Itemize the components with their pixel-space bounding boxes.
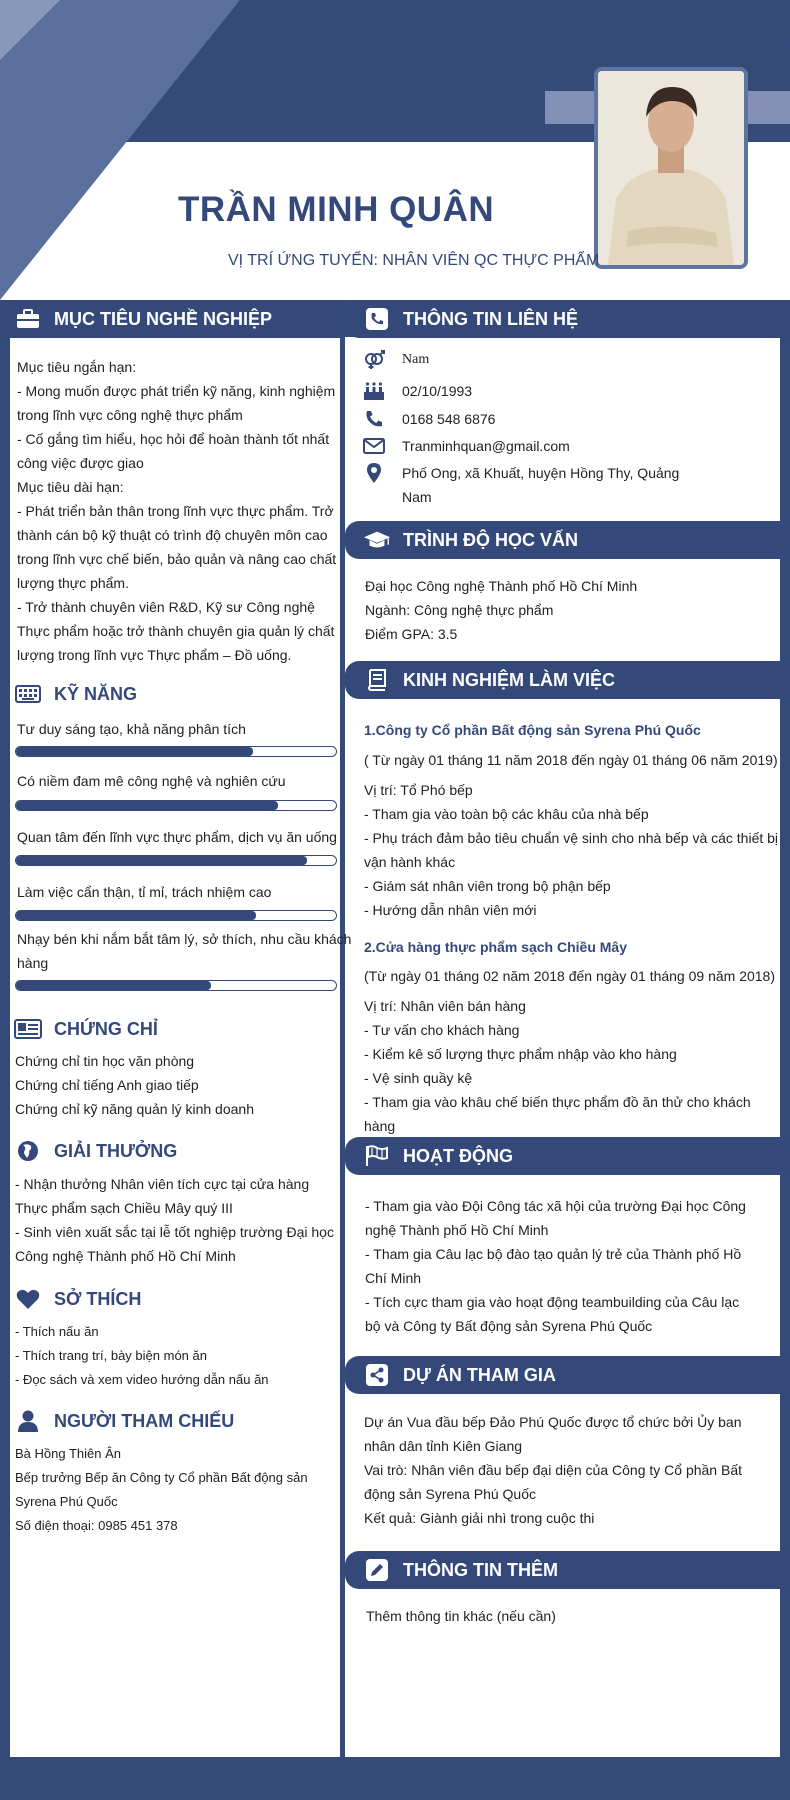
objective-title: MỤC TIÊU NGHỀ NGHIỆP: [54, 308, 273, 329]
extra-info-header: [345, 1551, 790, 1589]
contact-phone-row: [362, 407, 495, 431]
hobby-item: - Đọc sách và xem video hướng dẫn nấu ăn: [15, 1372, 269, 1387]
skill-bar-fill: [16, 747, 253, 756]
job-details: [364, 778, 784, 922]
gender-icon: [362, 348, 386, 372]
skill-label: Quan tâm đến lĩnh vực thực phẩm, dịch vụ ăn uống: [17, 829, 337, 845]
certificates-header: [14, 1016, 158, 1042]
education-line: Đại học Công nghệ Thành phố Hồ Chí Minh: [365, 578, 638, 594]
objective-line: - Trở thành chuyên viên R&D, Kỹ sư Công nghệ Thực phẩm hoặc trở thành chuyên gia quản lý chất lượng trong lĩnh vực Thực phẩm – Đồ uống.: [17, 599, 335, 663]
flag-icon: [363, 1142, 391, 1170]
envelope-icon: [362, 434, 386, 458]
skill-bar: [15, 855, 337, 866]
education-title: TRÌNH ĐỘ HỌC VẤN: [403, 529, 578, 550]
skill-label: Tư duy sáng tạo, khả năng phân tích: [17, 721, 246, 737]
projects-title: DỰ ÁN THAM GIA: [403, 1364, 556, 1385]
skill-bar-fill: [16, 801, 278, 810]
objective-line: - Phát triển bản thân trong lĩnh vực thực phẩm. Trở thành cán bộ kỹ thuật có trình độ chuyên môn cao trong lĩnh vực chế biến, bảo quản và nâng cao chất lượng thực phẩm.: [17, 503, 337, 591]
skill-label: Làm việc cẩn thận, tỉ mỉ, trách nhiệm cao: [17, 884, 272, 900]
activity-item: - Tham gia vào Đội Công tác xã hội của trường Đại học Công nghệ Thành phố Hồ Chí Minh: [365, 1198, 746, 1238]
edit-icon: [363, 1556, 391, 1584]
skill-bar: [15, 800, 337, 811]
education-header: [345, 521, 790, 559]
objective-line: Mục tiêu dài hạn:: [17, 479, 124, 495]
skill-bar: [15, 910, 337, 921]
reference-line: Bếp trưởng Bếp ăn Công ty Cổ phần Bất động sản Syrena Phú Quốc: [15, 1470, 308, 1509]
job-line: - Phụ trách đảm bảo tiêu chuẩn vệ sinh cho nhà bếp và các thiết bị vận hành khác: [364, 830, 779, 870]
briefcase-icon: [14, 305, 42, 333]
location-pin-icon: [362, 461, 386, 485]
hobby-item: - Thích trang trí, bày biện món ăn: [15, 1348, 207, 1363]
objective-header: [0, 300, 340, 338]
phone-icon: [362, 407, 386, 431]
activities-header: [345, 1137, 790, 1175]
award-item: - Nhận thưởng Nhân viên tích cực tại cửa hàng Thực phẩm sạch Chiều Mây quý III: [15, 1176, 310, 1216]
certificate-item: Chứng chỉ kỹ năng quản lý kinh doanh: [15, 1101, 254, 1117]
job-line: Vị trí: Tổ Phó bếp: [364, 782, 473, 798]
education-line: Điểm GPA: 3.5: [365, 626, 458, 642]
awards-title: GIẢI THƯỞNG: [54, 1140, 178, 1161]
job-details: [364, 994, 784, 1138]
birthday-cake-icon: [362, 379, 386, 403]
skill-bar-fill: [16, 911, 256, 920]
contact-gender: Nam: [402, 352, 430, 367]
contact-title: THÔNG TIN LIÊN HỆ: [403, 308, 578, 329]
job-company: 2.Cửa hàng thực phẩm sạch Chiều Mây: [364, 939, 627, 955]
activities-title: HOẠT ĐỘNG: [403, 1145, 513, 1166]
book-icon: [363, 666, 391, 694]
objective-line: - Mong muốn được phát triển kỹ năng, kinh nghiệm trong lĩnh vực công nghệ thực phẩm: [17, 383, 336, 423]
award-item: - Sinh viên xuất sắc tại lễ tốt nghiệp trường Đại học Công nghệ Thành phố Hồ Chí Minh: [15, 1224, 334, 1264]
heart-icon: [14, 1286, 42, 1312]
experience-header: [345, 661, 790, 699]
projects-details: [364, 1410, 754, 1530]
job-period: ( Từ ngày 01 tháng 11 năm 2018 đến ngày 01 tháng 06 năm 2019): [364, 752, 778, 768]
job-line: - Tham gia vào toàn bộ các khâu của nhà bếp: [364, 806, 649, 822]
hobbies-list: [15, 1320, 335, 1392]
profile-photo-illustration: [598, 71, 744, 265]
certificates-list: [15, 1049, 335, 1121]
contact-header: [345, 300, 790, 338]
activities-list: [365, 1194, 755, 1338]
candidate-name: TRẦN MINH QUÂN: [178, 190, 495, 229]
awards-list: [15, 1172, 340, 1268]
contact-phone[interactable]: 0168 548 6876: [402, 411, 496, 427]
profile-photo: [594, 67, 748, 269]
share-icon: [363, 1361, 391, 1389]
certificate-item: Chứng chỉ tin học văn phòng: [15, 1053, 195, 1069]
job-line: - Hướng dẫn nhân viên mới: [364, 902, 537, 918]
job-line: - Tư vấn cho khách hàng: [364, 1022, 520, 1038]
education-details: [365, 574, 765, 646]
reference-title: NGƯỜI THAM CHIẾU: [54, 1410, 235, 1431]
contact-email[interactable]: Tranminhquan@gmail.com: [402, 438, 570, 454]
job-company: 1.Công ty Cổ phần Bất động sản Syrena Phú Quốc: [364, 722, 701, 738]
objective-line: - Cố gắng tìm hiểu, học hỏi để hoàn thành tốt nhất công việc được giao: [17, 431, 330, 471]
skill-bar: [15, 746, 337, 757]
reference-line: Bà Hồng Thiên Ân: [15, 1446, 121, 1461]
skill-bar: [15, 980, 337, 991]
graduation-cap-icon: [363, 526, 391, 554]
extra-info-title: THÔNG TIN THÊM: [403, 1559, 558, 1580]
job-period: (Từ ngày 01 tháng 02 năm 2018 đến ngày 01 tháng 09 năm 2018): [364, 968, 776, 984]
contact-gender-row: [362, 348, 429, 372]
skill-bar-fill: [16, 856, 307, 865]
contact-email-row: [362, 434, 570, 458]
job-line: - Kiểm kê số lượng thực phẩm nhập vào kho hàng: [364, 1046, 677, 1062]
keyboard-icon: [14, 681, 42, 707]
awards-header: [14, 1138, 177, 1164]
certificate-icon: [14, 1016, 42, 1042]
activity-item: - Tích cực tham gia vào hoạt động teambuilding của Câu lạc bộ và Công ty Bất động sản Syrena Phú Quốc: [365, 1294, 740, 1334]
skill-label: Có niềm đam mê công nghệ và nghiên cứu: [17, 773, 286, 789]
job-line: - Giám sát nhân viên trong bộ phận bếp: [364, 878, 611, 894]
skills-title: KỸ NĂNG: [54, 683, 138, 704]
skill-label: Nhạy bén khi nắm bắt tâm lý, sở thích, nhu cầu khách hàng: [17, 931, 352, 971]
job-line: - Tham gia vào khâu chế biến thực phẩm đồ ăn thử cho khách hàng: [364, 1094, 751, 1134]
person-icon: [14, 1408, 42, 1434]
globe-icon: [14, 1138, 42, 1164]
skill-bar-fill: [16, 981, 211, 990]
contact-birthday-row: [362, 379, 472, 403]
project-line: Dự án Vua đầu bếp Đảo Phú Quốc được tổ chức bởi Ủy ban nhân dân tỉnh Kiên Giang: [364, 1414, 742, 1454]
extra-info-text: Thêm thông tin khác (nếu cần): [366, 1608, 556, 1624]
certificates-title: CHỨNG CHỈ: [54, 1018, 158, 1039]
project-line: Vai trò: Nhân viên đầu bếp đại diện của Công ty Cổ phần Bất động sản Syrena Phú Quốc: [364, 1462, 742, 1502]
reference-details: [15, 1442, 315, 1538]
project-line: Kết quả: Giành giải nhì trong cuộc thi: [364, 1510, 595, 1526]
certificate-item: Chứng chỉ tiếng Anh giao tiếp: [15, 1077, 199, 1093]
reference-header: [14, 1408, 234, 1434]
contact-address-row: [362, 461, 682, 509]
contact-birthday: 02/10/1993: [402, 383, 473, 399]
contact-address: Phố Ong, xã Khuất, huyện Hồng Thy, Quảng Nam: [402, 465, 680, 505]
hobbies-title: SỞ THÍCH: [54, 1288, 142, 1309]
hobbies-header: [14, 1286, 141, 1312]
skills-header: [14, 681, 137, 707]
activity-item: - Tham gia Câu lạc bộ đào tạo quản lý trẻ của Thành phố Hồ Chí Minh: [365, 1246, 742, 1286]
objective-line: Mục tiêu ngắn hạn:: [17, 359, 137, 375]
education-line: Ngành: Công nghệ thực phẩm: [365, 602, 554, 618]
hobby-item: - Thích nấu ăn: [15, 1324, 99, 1339]
reference-line: Số điện thoại: 0985 451 378: [15, 1518, 178, 1533]
phone-icon: [363, 305, 391, 333]
projects-header: [345, 1356, 790, 1394]
job-line: Vị trí: Nhân viên bán hàng: [364, 998, 526, 1014]
objective-text: [17, 355, 337, 667]
job-line: - Vệ sinh quầy kệ: [364, 1070, 473, 1086]
applied-position: VỊ TRÍ ỨNG TUYỂN: NHÂN VIÊN QC THỰC PHẨM: [228, 252, 600, 269]
experience-title: KINH NGHIỆM LÀM VIỆC: [403, 669, 616, 690]
